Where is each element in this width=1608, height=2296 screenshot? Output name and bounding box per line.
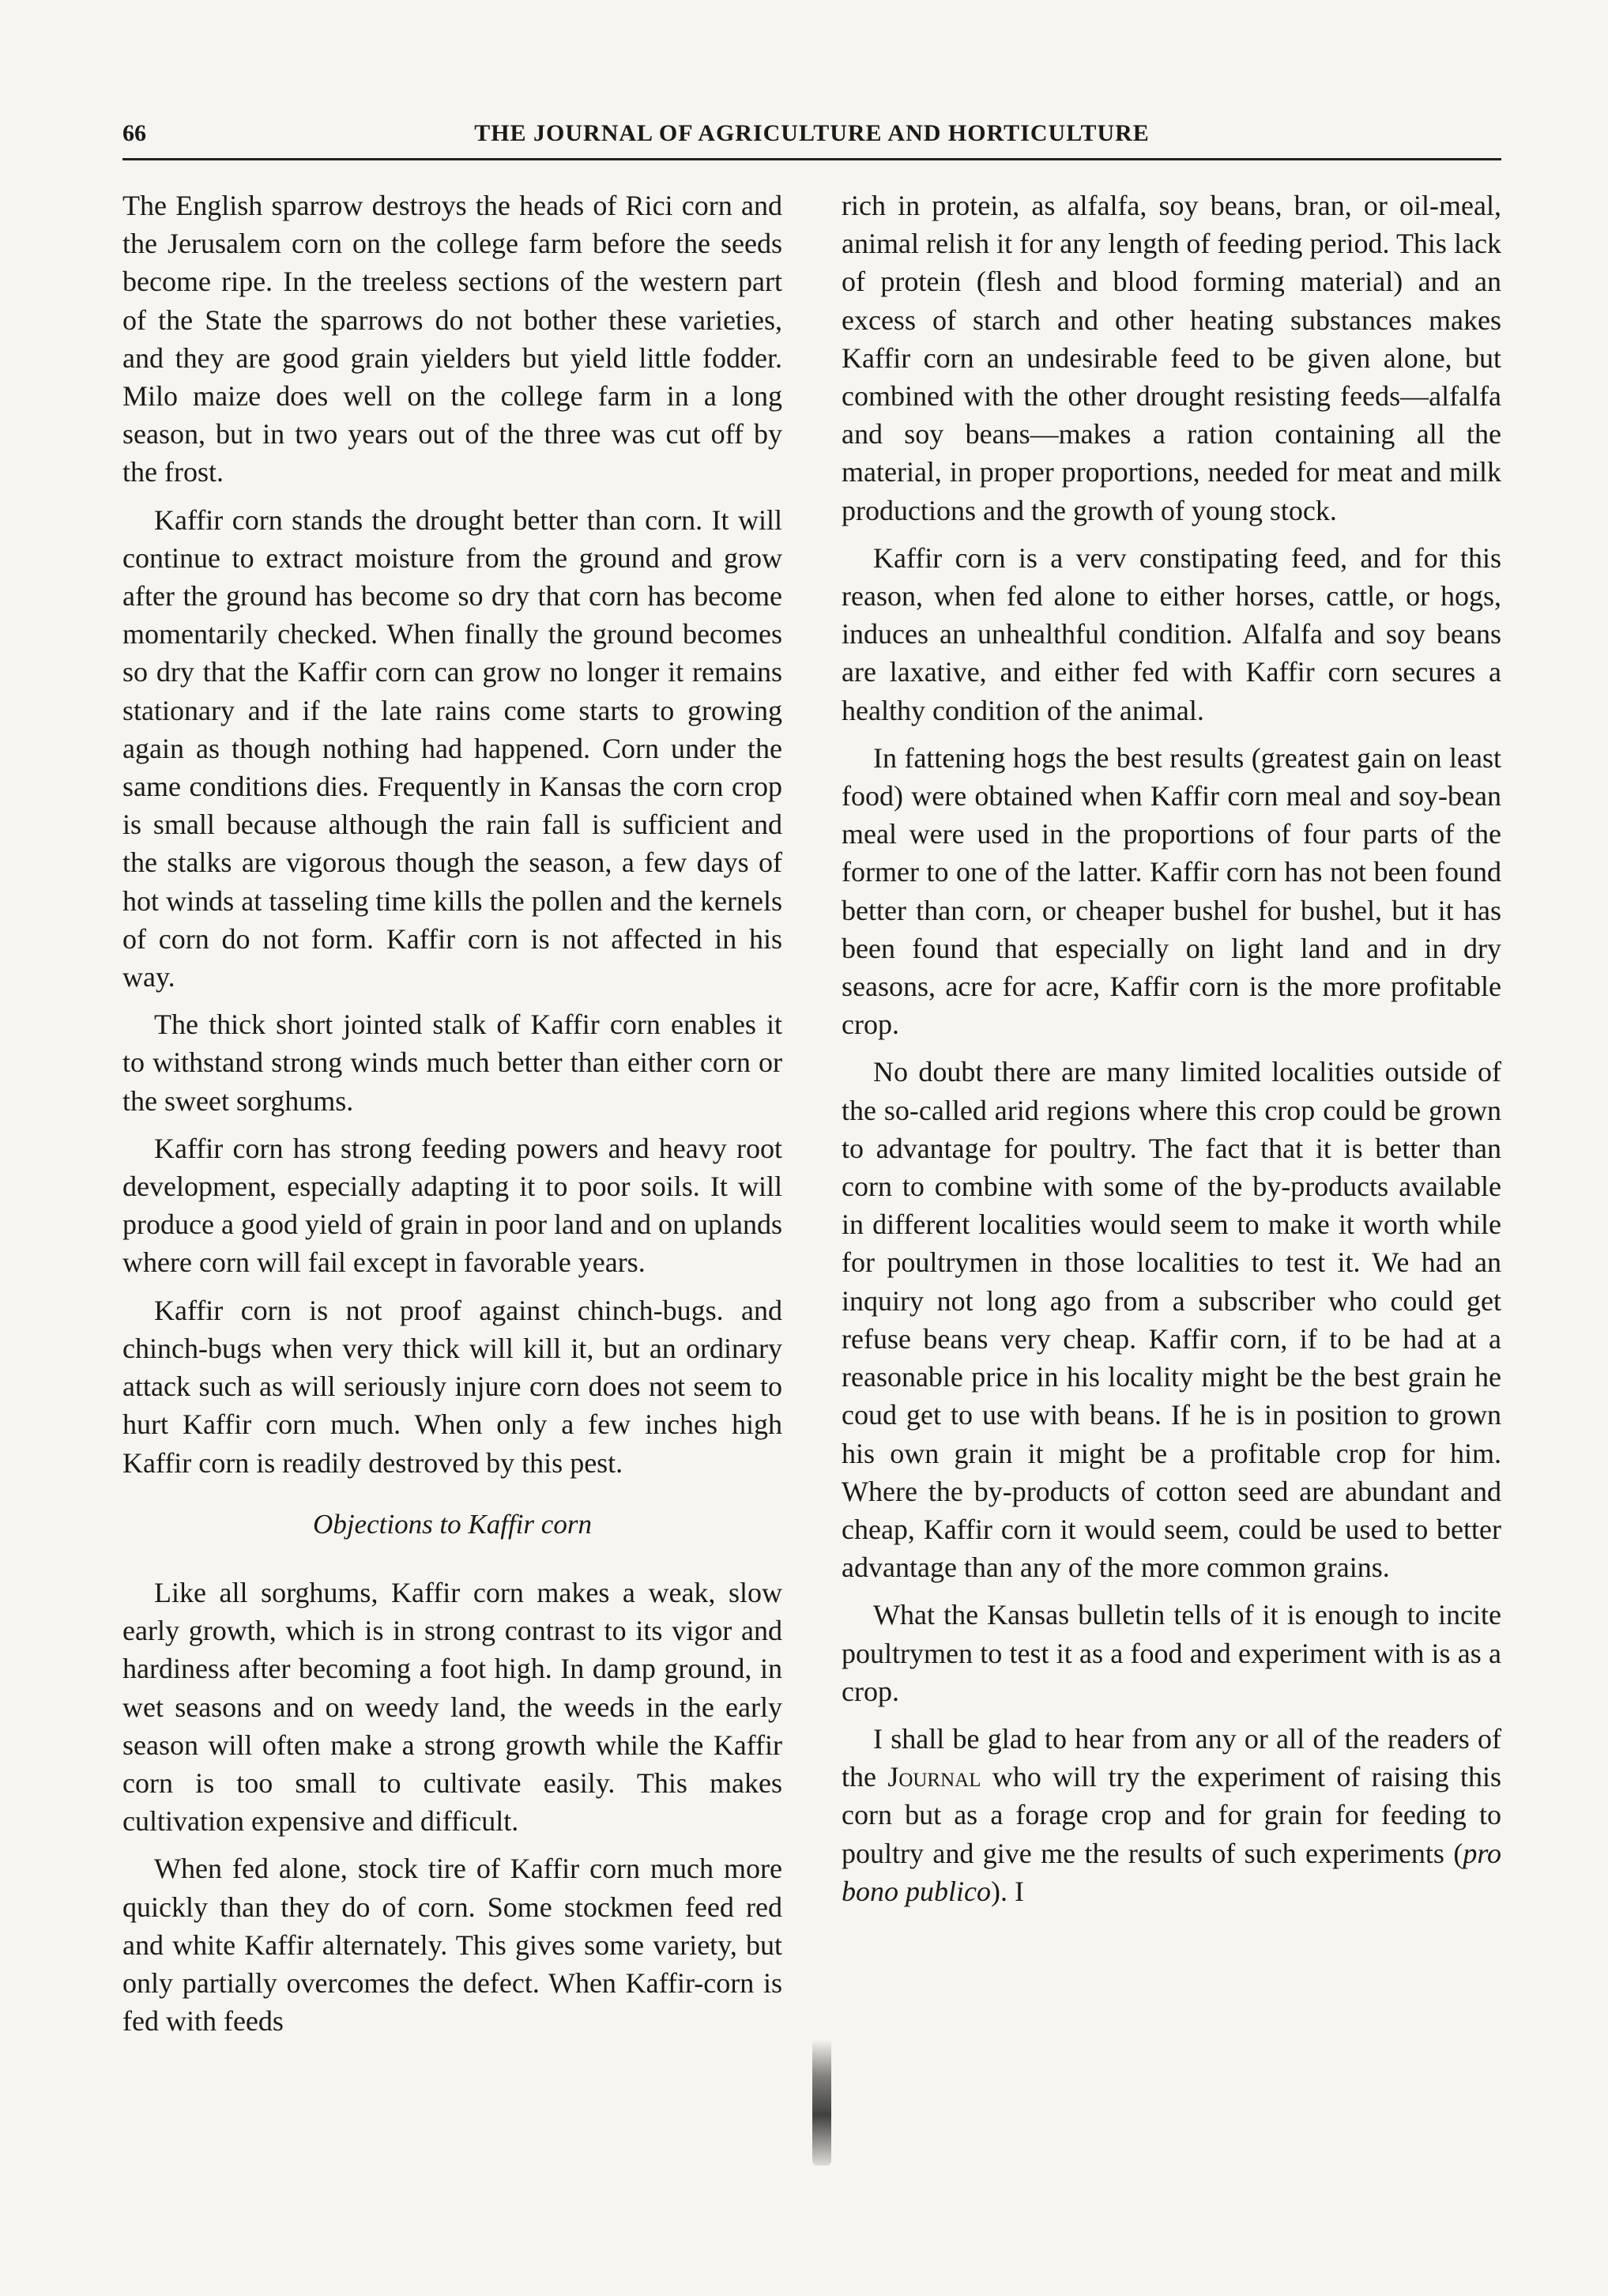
paragraph: Kaffir corn has strong feeding powers and heavy root development, especially adapting it to poor soils. It will produce a good yield of grain in poor land and on uplands where corn will fail except in favorable years. [122, 1132, 782, 1279]
paragraph: In fattening hogs the best results (greatest gain on least food) were obtained when Kaffir corn meal and soy-bean meal were used in the proportions of four parts of the former to one of the latter. Kaffir corn has not been found better than corn, or cheaper bushel for bushel, but it has been found that especially on light land and in dry seasons, acre for acre, Kaffir corn is the more profitable crop. [842, 741, 1501, 1041]
left-column [122, 187, 782, 2049]
latin-phrase: pro bono publico [842, 1837, 1501, 1907]
text-run: ). I [990, 1875, 1024, 1907]
ink-smudge [812, 2039, 831, 2166]
text-run: who will try the experiment of raising this corn but as a forage crop and for grain for feeding to poultry and give me the results of such experiments ( [842, 1761, 1501, 1869]
journal-name: Journal [887, 1761, 981, 1793]
paragraph: The thick short jointed stalk of Kaffir corn enables it to withstand strong winds much better than either corn or the sweet sorghums. [122, 1009, 782, 1117]
paragraph: Kaffir corn is a verv constipating feed, and for this reason, when fed alone to either horses, cattle, or hogs, induces an unhealthful condition. Alfalfa and soy beans are laxative, and either fed with Kaffir corn secures a healthy condition of the animal. [842, 541, 1501, 726]
paragraph: The English sparrow destroys the heads of Rici corn and the Jerusalem corn on the college farm before the seeds become ripe. In the treeless sections of the western part of the State the sparrows do not bother these varieties, and they are good grain yielders but yield little fodder. Milo maize does well on the college farm in a long season, but in two years out of the three was cut off by the frost. [122, 190, 782, 488]
page-header [122, 115, 1501, 163]
paragraph: When fed alone, stock tire of Kaffir corn much more quickly than they do of corn. Some stockmen feed red and white Kaffir alternately. This gives some variety, but only partially overcomes the defect. When Kaffir-corn is fed with feeds [122, 1853, 782, 2038]
header-rule [122, 158, 1501, 160]
paragraph: Kaffir corn stands the drought better than corn. It will continue to extract moisture from the ground and grow after the ground has become so dry that corn has become momentarily checked. When finally the ground becomes so dry that the Kaffir corn can grow no longer it remains stationary and if the late rains come starts to growing again as though nothing had happened. Corn under the same conditions dies. Frequently in Kansas the corn crop is small because although the rain fall is sufficient and the stalks are vigorous though the season, a few days of hot winds at tasseling time kills the pollen and the kernels of corn do not form. Kaffir corn is not affected in his way. [122, 503, 782, 993]
right-column [842, 187, 1501, 1920]
text-run: I shall be glad to hear from any or all of the readers of the [842, 1722, 1501, 1793]
journal-title: THE JOURNAL OF AGRICULTURE AND HORTICULTURE [474, 120, 1150, 146]
page-number: 66 [122, 120, 146, 146]
paragraph: What the Kansas bulletin tells of it is enough to incite poultrymen to test it as a food and experiment with is as a crop. [842, 1599, 1501, 1707]
paragraph: Kaffir corn is not proof against chinch-bugs. and chinch-bugs when very thick will kill it, but an ordinary attack such as will seriously injure corn does not seem to hurt Kaffir corn much. When only a few inches high Kaffir corn is readily destroved by this pest. [122, 1294, 782, 1479]
section-heading: Objections to Kaffir corn [313, 1508, 592, 1540]
paragraph [842, 1720, 1501, 1910]
paragraph: No doubt there are many limited localities outside of the so-called arid regions where this crop could be grown to advantage for poultry. The fact that it is better than corn to combine with some of the by-products available in different localities would seem to make it worth while for poultrymen in those localities to test it. We had an inquiry not long ago from a subscriber who could get refuse beans very cheap. Kaffir corn, if to be had at a reasonable price in his locality might be the best grain he coud get to use with beans. If he is in position to grown his own grain it might be a profitable crop for him. Where the by-products of cotton seed are abundant and cheap, Kaffir corn it would seem, could be used to better advantage than any of the more common grains. [842, 1056, 1501, 1584]
paragraph: rich in protein, as alfalfa, soy beans, bran, or oil-meal, animal relish it for any length of feeding period. This lack of protein (flesh and blood forming material) and an excess of starch and other heating substances makes Kaffir corn an undesirable feed to be given alone, but combined with the other drought resisting feeds—alfalfa and soy beans—makes a ration containing all the material, in proper proportions, needed for meat and milk productions and the growth of young stock. [842, 190, 1501, 526]
paragraph: Like all sorghums, Kaffir corn makes a weak, slow early growth, which is in strong contrast to its vigor and hardiness after becoming a foot high. In damp ground, in wet seasons and on weedy land, the weeds in the early season will often make a strong growth while the Kaffir corn is too small to cultivate easily. This makes cultivation expensive and difficult. [122, 1576, 782, 1838]
